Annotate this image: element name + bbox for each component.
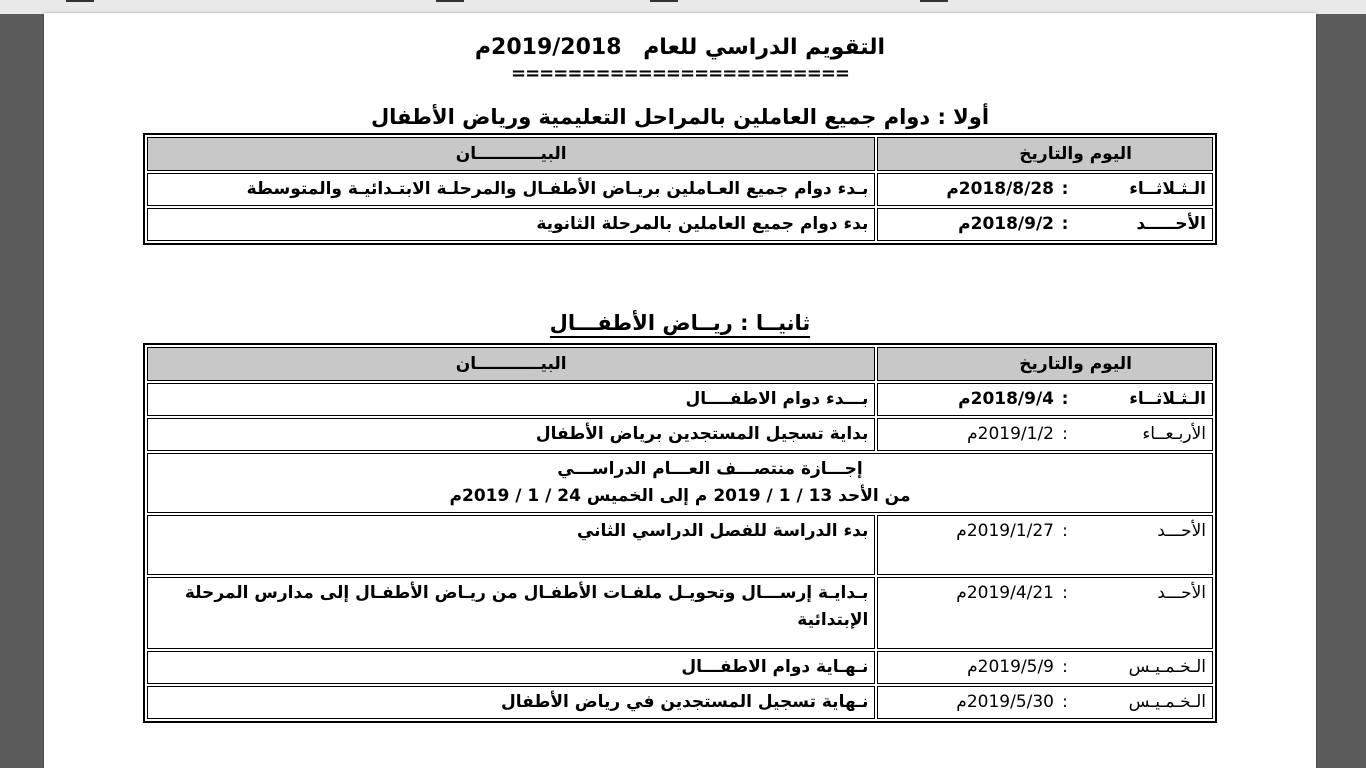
title-separator: ========================	[511, 63, 849, 84]
table-row	[147, 515, 1213, 575]
holiday-dates: من الأحد 13 / 1 / 2019 م إلى الخميس 24 / 1 / 2019م	[449, 486, 911, 506]
row-description: بدء دوام جميع العاملين بالمرحلة الثانوية	[147, 208, 875, 241]
row-description: نـهاية تسجيل المستجدين في رياض الأطفال	[147, 686, 875, 719]
section1-title: أولا : دوام جميع العاملين بالمراحل التعليمية ورياض الأطفال	[370, 105, 990, 129]
section2-title	[44, 311, 1316, 335]
date-value: 2019/5/9م	[967, 657, 1054, 677]
table-header-row	[147, 137, 1213, 171]
title-year: 2019/2018م	[474, 35, 622, 60]
section2-table	[143, 343, 1217, 723]
mid-year-holiday-note	[147, 453, 1213, 513]
holiday-row	[147, 453, 1213, 513]
date-value: 2019/1/27م	[956, 521, 1054, 541]
table-header-row	[147, 347, 1213, 381]
toolbar-mark	[436, 0, 464, 2]
section1-table	[143, 133, 1217, 245]
table-row	[147, 208, 1213, 241]
row-day-date: الأحـــــد:2018/9/2م	[877, 208, 1213, 241]
date-value: 2018/8/28م	[946, 179, 1054, 199]
table-row	[147, 686, 1213, 719]
header-day-date: اليوم والتاريخ	[877, 347, 1213, 381]
page-title	[44, 35, 1316, 60]
row-day-date: الـثـلاثــاء:2018/9/4م	[877, 383, 1213, 416]
row-day-date: الأحـــد:2019/1/27م	[877, 515, 1213, 575]
toolbar-mark	[66, 0, 94, 2]
day-name: الأحـــد	[1157, 521, 1206, 541]
day-name: الـخـمـيـس	[1128, 657, 1206, 677]
row-description: بـدايـة إرســـال وتحويـل ملفـات الأطفـال من ريـاض الأطفـال إلى مدارس المرحلة الإبتدائية	[147, 577, 875, 649]
toolbar-mark	[650, 0, 678, 2]
toolbar-mark	[920, 0, 948, 2]
section2-title-text: ثانيــا : ريــاض الأطفـــال	[550, 311, 811, 338]
table-row	[147, 173, 1213, 206]
day-name: الـثـلاثــاء	[1129, 179, 1206, 199]
row-day-date: الأربـعــاء:2019/1/2م	[877, 418, 1213, 451]
table-row	[147, 383, 1213, 416]
row-day-date: الـثـلاثــاء:2018/8/28م	[877, 173, 1213, 206]
viewer-top-bar	[0, 0, 1366, 14]
row-day-date: الـخـمـيـس:2019/5/30م	[877, 686, 1213, 719]
day-name: الأحـــــد	[1136, 214, 1206, 234]
holiday-title: إجـــازة منتصـــف العـــام الدراســـي	[557, 459, 863, 479]
day-name: الأربـعــاء	[1142, 424, 1206, 444]
date-value: 2018/9/2م	[958, 214, 1054, 234]
row-description: بـدء دوام جميع العـاملين بريـاض الأطفـال والمرحلـة الابتـدائيـة والمتوسطة	[147, 173, 875, 206]
table-row	[147, 577, 1213, 649]
day-name: الـخـمـيـس	[1128, 692, 1206, 712]
date-value: 2019/1/2م	[967, 424, 1054, 444]
row-description: بـــدء دوام الاطفــــال	[147, 383, 875, 416]
row-day-date: الـخـمـيـس:2019/5/9م	[877, 651, 1213, 684]
table-row	[147, 651, 1213, 684]
row-day-date: الأحـــد:2019/4/21م	[877, 577, 1213, 649]
header-day-date: اليوم والتاريخ	[877, 137, 1213, 171]
header-description: البيـــــــــــان	[147, 137, 875, 171]
row-description: نـهـاية دوام الاطفـــال	[147, 651, 875, 684]
row-description: بداية تسجيل المستجدين برياض الأطفال	[147, 418, 875, 451]
date-value: 2019/5/30م	[956, 692, 1054, 712]
date-value: 2018/9/4م	[958, 389, 1054, 409]
document-page	[44, 13, 1316, 768]
day-name: الأحـــد	[1157, 583, 1206, 603]
title-text: التقويم الدراسي للعام	[643, 35, 886, 60]
day-name: الـثـلاثــاء	[1129, 389, 1206, 409]
row-description: بدء الدراسة للفصل الدراسي الثاني	[147, 515, 875, 575]
table-row	[147, 418, 1213, 451]
header-description: البيـــــــــــان	[147, 347, 875, 381]
date-value: 2019/4/21م	[956, 583, 1054, 603]
